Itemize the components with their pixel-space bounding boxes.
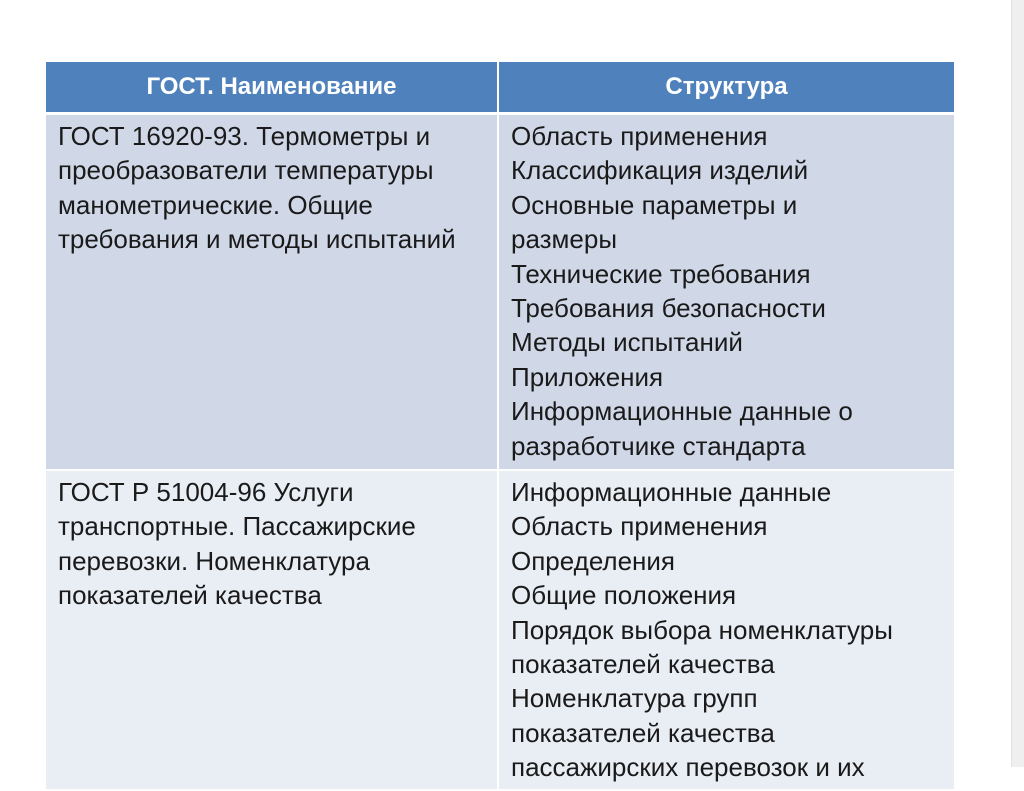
structure-cell	[498, 114, 954, 471]
gost-table	[46, 62, 954, 791]
gost-name-cell: ГОСТ Р 51004-96 Услуги транспортные. Пассажирские перевозки. Номенклатура показателей качества	[46, 470, 498, 790]
structure-item: Определения	[511, 545, 676, 576]
structure-item: Информационные данные	[511, 477, 832, 507]
gost-name-cell: ГОСТ 16920-93. Термометры и преобразователи температуры манометрические. Общие требования и методы испытаний	[46, 114, 498, 471]
structure-item: Номенклатура групп	[511, 683, 758, 714]
structure-item: пассажирских перевозок и их	[511, 752, 865, 783]
structure-item: Классификация изделий	[511, 155, 809, 186]
structure-item: Область применения	[511, 511, 768, 542]
structure-item: Информационные данные о	[511, 396, 853, 427]
structure-item: Область применения	[511, 121, 768, 151]
structure-item: разработчике стандарта	[511, 430, 806, 461]
structure-item: показателей качества	[511, 649, 775, 680]
slide-edge	[1011, 0, 1024, 767]
header-name: ГОСТ. Наименование	[46, 62, 498, 114]
structure-item: Основные параметры и	[511, 189, 798, 220]
table-header-row	[46, 62, 954, 114]
structure-item: размеры	[511, 224, 618, 255]
structure-item: Технические требования	[511, 258, 811, 289]
table-row	[46, 470, 954, 790]
structure-cell	[498, 470, 954, 790]
structure-item: Требования безопасности	[511, 293, 826, 324]
table-row	[46, 114, 954, 471]
header-structure: Структура	[498, 62, 954, 114]
structure-item: показателей качества	[511, 717, 775, 748]
structure-item: Общие положения	[511, 580, 737, 611]
structure-item: Методы испытаний	[511, 327, 743, 358]
structure-item: Порядок выбора номенклатуры	[511, 614, 893, 645]
structure-item: Приложения	[511, 361, 664, 392]
